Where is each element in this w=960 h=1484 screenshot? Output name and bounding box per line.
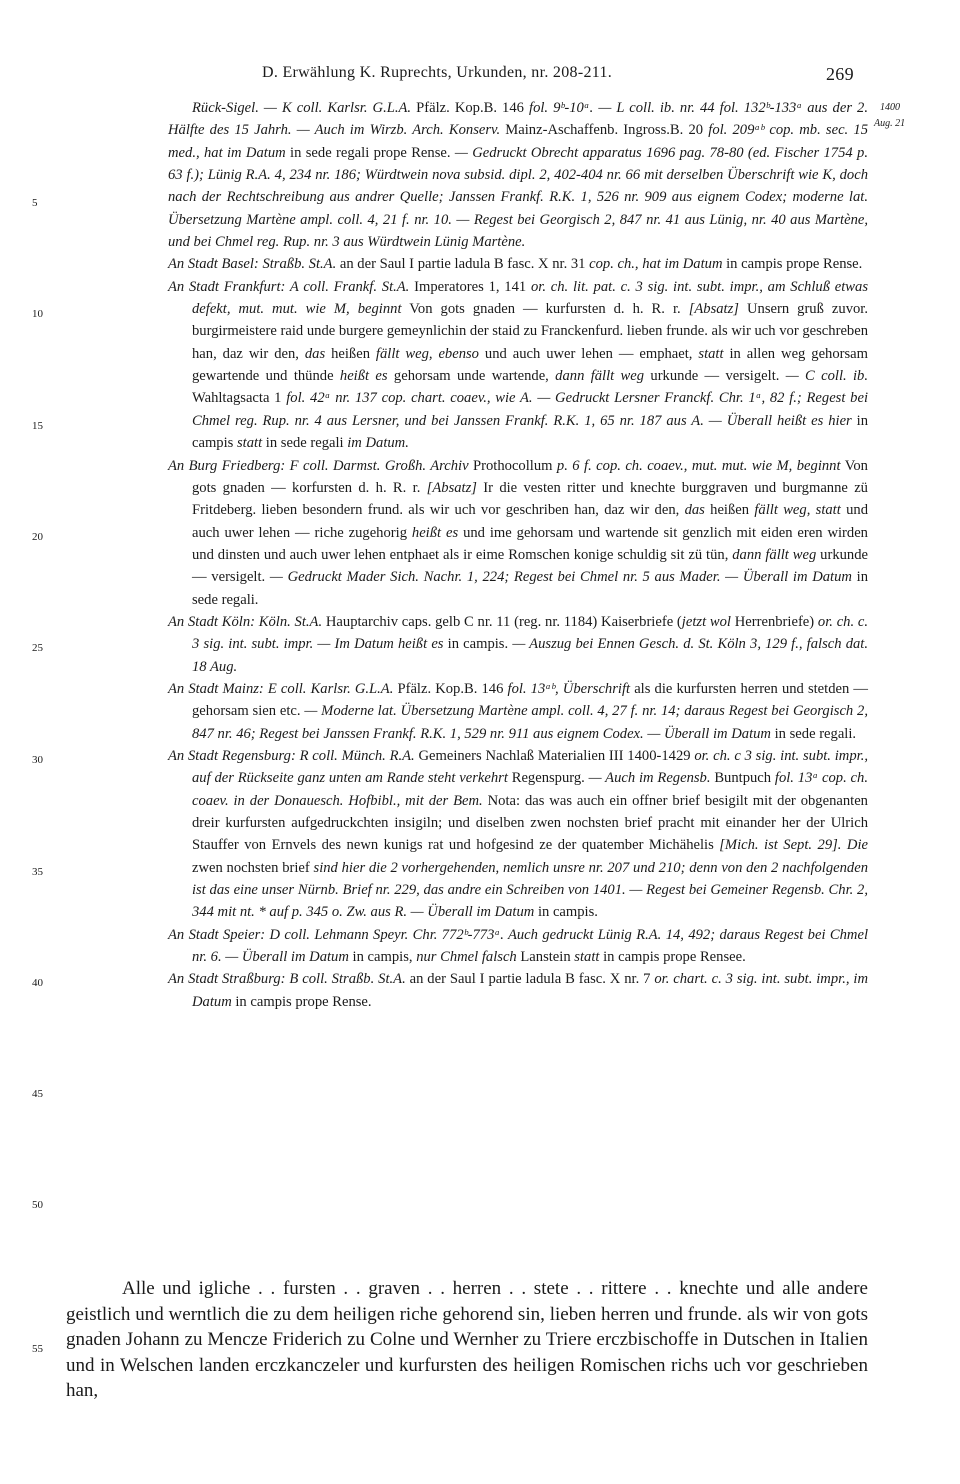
note-italic-span: [Absatz] xyxy=(426,479,477,496)
note-roman-span: heißen xyxy=(325,345,376,362)
note-roman-span: Mainz-Aschaffenb. Ingross.B. 20 xyxy=(500,122,709,139)
line-number: 20 xyxy=(32,531,43,543)
note-roman-span: und auch uwer lehen — emphaet, xyxy=(478,345,699,362)
note-italic-span: dann fällt weg xyxy=(732,546,817,563)
running-title: D. Erwählung K. Ruprechts, Urkunden, nr. 208-211. xyxy=(262,64,613,81)
note-italic-span: An Burg Friedberg: F coll. Darmst. Großh. Archiv xyxy=(168,457,469,474)
note-roman-span: gehorsam unde wartende, xyxy=(387,368,556,385)
note-italic-span: fol. 13ᵃᵇ, Überschrift xyxy=(507,680,631,697)
note-entry xyxy=(168,678,868,745)
note-italic-span: nur Chmel falsch xyxy=(416,949,517,966)
note-italic-span: An Stadt Basel: Straßb. St.A. xyxy=(168,256,337,273)
note-italic-span: — Gedruckt Obrecht apparatus 1696 pag. 78-80 (ed. Fischer 1754 p. 63 f.); Lünig R.A. 4, 234 nr. 186; Würdtwein nova subsid. dipl. 2, 402-404 nr. 66 mit derselben Überschrift wie K, doch nach der Rechtschreibung aus andrer Quelle; Janssen Frankf. R.K. 1, 526 nr. 909 aus eignem Codex; moderne lat. Übersetzung Martène ampl. coll. 4, 21 f. nr. 10. — Regest bei Georgisch 2, 847 nr. 41 aus Lünig, nr. 40 aus Martène, und bei Chmel reg. Rup. nr. 3 aus Würdtwein Lünig Martène. xyxy=(168,144,868,251)
line-number: 15 xyxy=(32,420,43,432)
note-roman-span: Von gots gnaden — korfursten d. h. R. r. xyxy=(192,457,868,496)
note-italic-span: Rück-Sigel. — K coll. Karlsr. G.L.A. xyxy=(192,100,412,116)
note-italic-span: — Moderne lat. Übersetzung Martène ampl. coll. 4, 27 f. nr. 14; daraus Regest bei Georgisch 2, 847 nr. 46; Regest bei Janssen Frankf. R.K. 1, 529 nr. 911 aus eignem Codex. — Überall im Datum xyxy=(192,703,868,742)
note-roman-span: und ime gehorsam und wartende sit genzlich mit eiden eren wirden und dinsten und auch uwer lehen entphaet als ir eime Romschen konige schuldig sit zü tün, xyxy=(192,524,868,563)
note-roman-span: an der Saul I partie ladula B fasc. X nr. 31 xyxy=(336,256,590,273)
note-italic-span: or. ch. c. 3 sig. int. subt. impr. — Im Datum heißt es xyxy=(192,613,869,653)
note-roman-span: in campis prope Rense. xyxy=(231,993,372,1010)
note-roman-span: in campis prope Rensee. xyxy=(599,949,746,966)
note-italic-span: — Auszug bei Ennen Gesch. d. St. Köln 3, 129 f., falsch dat. 18 Aug. xyxy=(192,636,868,675)
note-italic-span: — Auch im Regensb. xyxy=(588,770,711,787)
note-italic-span: das xyxy=(304,345,326,362)
note-italic-span: [Absatz] xyxy=(688,301,739,318)
note-roman-span: urkunde — versigelt. xyxy=(192,546,868,586)
note-roman-span: in campis prope Rense. xyxy=(722,256,863,273)
note-italic-span: or. chart. c. 3 sig. int. subt. impr., im Datum xyxy=(192,971,868,1010)
note-roman-span: in campis. xyxy=(443,636,513,653)
note-italic-span: or. ch. c 3 sig. int. subt. impr., auf der Rückseite ganz unten am Rande steht verkehrt xyxy=(192,747,868,787)
note-italic-span: sind hier die 2 vorhergehenden, nemlich unsre nr. 207 und 210; denn von den 2 nachfolgenden ist das eine unser Nürnb. Brief nr. 229, das andre ein Schreiben von 1401. — Regest bei Gemeiner Regensb. Chr. 2, 344 mit nt. * auf p. 345 o. Zw. aus R. — Überall im Datum xyxy=(192,859,868,921)
note-roman-span: heißen xyxy=(704,502,755,519)
note-roman-span: in campis, xyxy=(348,949,417,966)
note-italic-span: fol. 9ᵇ-10ᵃ. — L coll. ib. nr. 44 fol. 132ᵇ-133ᵃ aus der 2. Hälfte des 15 Jahrh. — Auch im Wirzb. Arch. Konserv. xyxy=(168,100,868,139)
note-italic-span: statt xyxy=(698,345,724,362)
note-roman-span: in campis. xyxy=(534,904,598,921)
note-italic-span: or. ch. lit. pat. c. 3 sig. int. subt. impr., am Schluß etwas defekt, mut. mut. wie M, beginnt xyxy=(192,278,869,318)
note-roman-span: Von gots gnaden — kurfursten d. h. R. r. xyxy=(401,301,689,318)
note-italic-span: das xyxy=(684,502,705,519)
note-italic-span: An Stadt Mainz: E coll. Karlsr. G.L.A. xyxy=(168,680,394,697)
note-roman-span: in sede regali prope Rense. xyxy=(285,144,455,161)
note-italic-span: jetzt wol xyxy=(681,613,731,630)
note-roman-span: in sede regali. xyxy=(192,569,869,608)
note-roman-span: in campis xyxy=(192,412,869,452)
note-roman-span: Lanstein xyxy=(516,949,575,966)
note-roman-span: Regenspurg. xyxy=(507,770,589,787)
note-entry xyxy=(168,968,868,1013)
note-italic-span: im Datum. xyxy=(347,435,409,452)
note-italic-span: fällt weg, ebenso xyxy=(375,345,479,362)
note-italic-span: [Mich. ist Sept. 29]. Die xyxy=(719,837,869,854)
note-italic-span: heißt es xyxy=(339,368,388,385)
note-entry xyxy=(168,276,868,455)
note-italic-span: An Stadt Regensburg: R coll. Münch. R.A. xyxy=(168,747,415,764)
note-italic-span: An Stadt Frankfurt: A coll. Frankf. St.A. xyxy=(168,278,410,295)
note-roman-span: Buntpuch xyxy=(710,770,775,787)
note-roman-span: in sede regali. xyxy=(770,725,857,742)
note-roman-span: in sede regali xyxy=(262,435,348,452)
note-entry xyxy=(168,455,868,611)
note-roman-span: in allen weg gehorsam gewartende und thünde xyxy=(192,345,869,385)
note-roman-span: Wahltagsacta 1 xyxy=(192,390,287,407)
note-roman-span: Herrenbriefe) xyxy=(730,613,818,630)
document-text xyxy=(66,1276,868,1404)
margin-date-year: 1400 xyxy=(880,102,900,113)
note-roman-span: Nota: das was auch ein offner brief besigilt mit der obgenanten dreir kurfursten aufgedruckchten insigiln; und diselben zwen nochsten brief pracht mit einander her der Ulrich Stauffer von Ernvels des newn kunigs rat und hofgesind ze der quatember Michähelis xyxy=(192,792,868,854)
apparatus-notes xyxy=(168,97,868,1013)
note-italic-span: fol. 42ᵃ nr. 137 cop. chart. coaev., wie A. — Gedruckt Lersner Franckf. Chr. 1ᵃ, 82 f.; Regest bei Chmel reg. Rup. nr. 4 aus Lersner, und bei Janssen Frankf. R.K. 1, 65 nr. 187 aus A. — Überall heißt es hier xyxy=(192,390,868,429)
line-number: 25 xyxy=(32,642,43,654)
note-roman-span: zwen nochsten brief xyxy=(192,859,314,876)
line-number: 5 xyxy=(32,197,38,209)
note-italic-span: heißt es xyxy=(411,524,459,541)
line-number: 10 xyxy=(32,308,43,320)
note-roman-span: Ir die vesten ritter und knechte burggraven und burgmanne zü Fritdeberg. lieben besondern frund. als wir uch vor geschriben han, daz wir den, xyxy=(192,479,868,519)
main-paragraph: Alle und igliche . . fursten . . graven . . herren . . stete . . rittere . . knechte und alle andere geistlich und werntlich die zu dem heiligen riche gehorend sin, lieben herren und frunde. als wir von gots gnaden Johann zu Mencze Friderich zu Colne und Wernher zu Triere erczbischoffe in Dutschen in Italien und in Welschen landen erczkanczeler und kurfursten des heiligen Romischen richs uch vor geschrieben han, xyxy=(66,1278,868,1402)
note-roman-span: Pfälz. Kop.B. 146 xyxy=(393,680,508,697)
note-roman-span: an der Saul I partie ladula B fasc. X nr. 7 xyxy=(405,971,655,988)
note-italic-span: statt xyxy=(237,435,263,452)
line-number: 30 xyxy=(32,754,43,766)
line-number: 35 xyxy=(32,866,43,878)
note-italic-span: An Stadt Straßburg: B coll. Straßb. St.A. xyxy=(168,971,406,988)
line-number: 45 xyxy=(32,1088,43,1100)
note-roman-span: Gemeiners Nachlaß Materialien III 1400-1429 xyxy=(414,747,695,764)
note-italic-span: fol. 209ᵃᵇ cop. mb. sec. 15 med., hat im Datum xyxy=(168,122,868,161)
note-italic-span: dann fällt weg xyxy=(555,368,645,385)
note-italic-span: An Stadt Speier: D coll. Lehmann Speyr. Chr. 772ᵇ-773ᵃ. Auch gedruckt Lünig R.A. 14, 492; daraus Regest bei Chmel nr. 6. — Überall im Datum xyxy=(168,926,868,966)
note-italic-span: cop. ch., hat im Datum xyxy=(589,256,723,273)
note-entry xyxy=(168,745,868,924)
line-number: 50 xyxy=(32,1199,43,1211)
note-italic-span: An Stadt Köln: Köln. St.A. xyxy=(168,613,323,630)
note-roman-span: Unsern gruß zuvor. burgirmeistere raid unde burgere gemeynlichin der staid zu Franckenfurd. lieben frunde. als wir uch vor geschreben han, daz wir den, xyxy=(192,301,868,362)
note-roman-span: Pfälz. Kop.B. 146 xyxy=(411,100,530,116)
note-roman-span: Prothocollum xyxy=(468,457,557,474)
page-number: 269 xyxy=(826,64,854,84)
note-roman-span: Imperatores 1, 141 xyxy=(409,278,531,295)
note-entry xyxy=(168,611,868,678)
note-italic-span: fol. 13ᵃ cop. ch. coaev. in der Donauesch. Hofbibl., mit der Bem. xyxy=(192,770,868,809)
line-number: 40 xyxy=(32,977,43,989)
note-roman-span: Hauptarchiv caps. gelb C nr. 11 (reg. nr. 1184) Kaiserbriefe ( xyxy=(322,613,682,630)
note-roman-span: als die kurfursten herren und stetden — gehorsam sien etc. xyxy=(192,680,868,720)
margin-date-day: Aug. 21 xyxy=(874,118,906,129)
note-italic-span: statt xyxy=(574,949,600,966)
note-italic-span: — Gedruckt Mader Sich. Nachr. 1, 224; Regest bei Chmel nr. 5 aus Mader. — Überall im Datum xyxy=(269,569,852,586)
note-roman-span: urkunde — versigelt. xyxy=(644,368,786,385)
note-italic-span: p. 6 f. cop. ch. coaev., mut. mut. wie M, beginnt xyxy=(556,457,841,474)
note-entry xyxy=(168,253,868,275)
note-italic-span: fällt weg, statt xyxy=(754,502,841,519)
line-number: 55 xyxy=(32,1343,43,1355)
note-source xyxy=(168,97,868,253)
note-entry xyxy=(168,924,868,969)
note-italic-span: — C coll. ib. xyxy=(785,368,868,385)
note-roman-span: und auch uwer lehen — riche zugehorig xyxy=(192,502,868,541)
